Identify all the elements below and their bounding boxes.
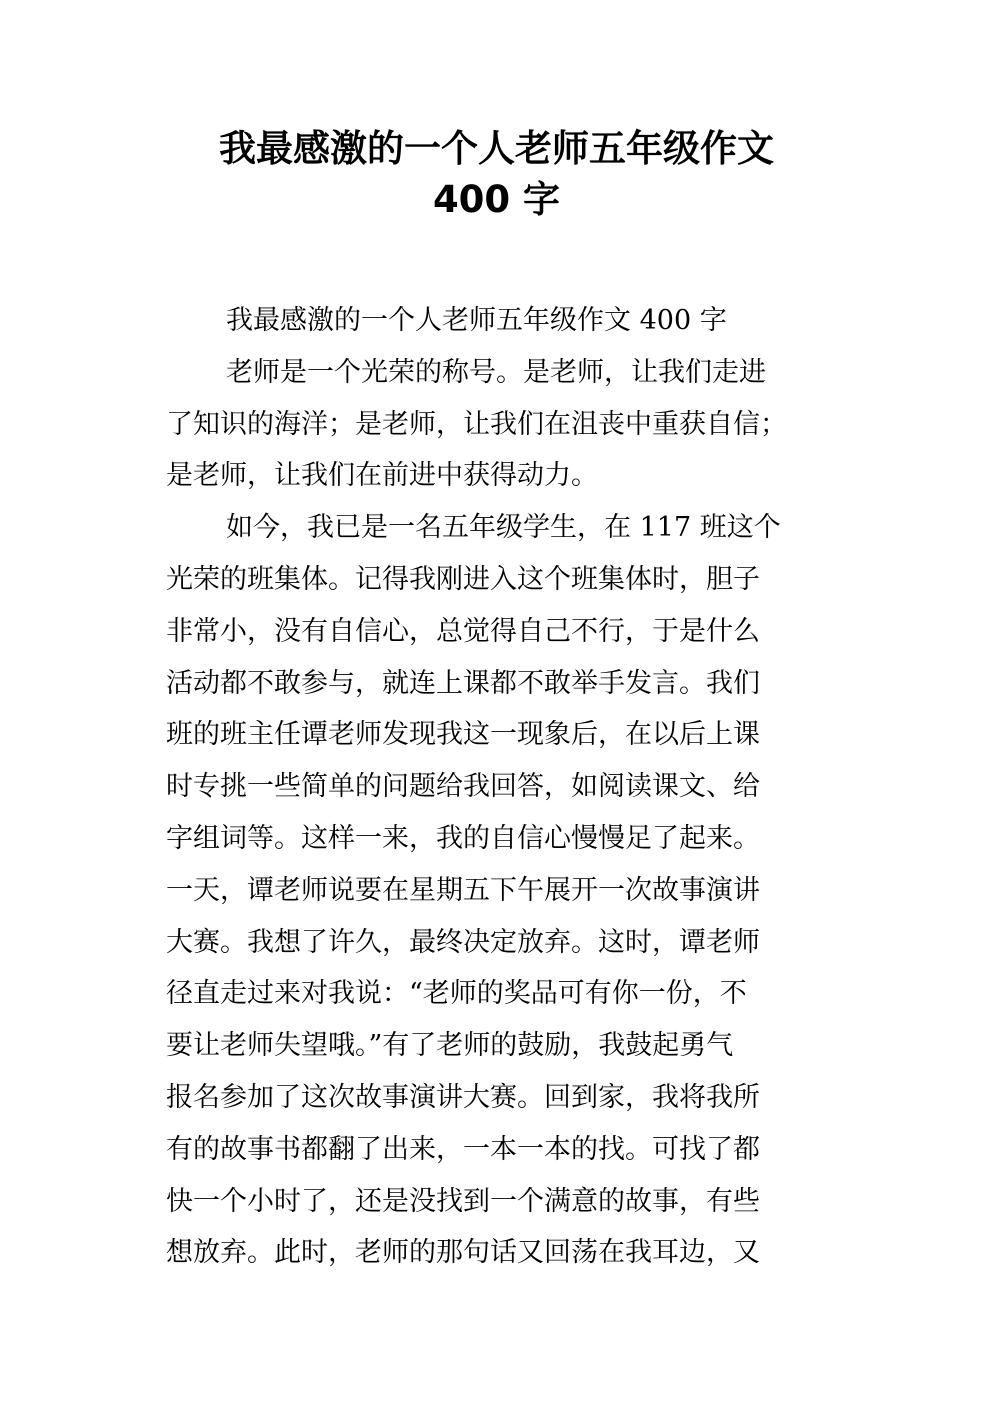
body-line: 想放弃。此时，老师的那句话又回荡在我耳边，又 (166, 1237, 760, 1269)
body-line: 报名参加了这次故事演讲大赛。回到家，我将我所 (166, 1081, 760, 1113)
body-line: 班的班主任谭老师发现我这一现象后，在以后上课 (166, 719, 760, 751)
body-line: 径直走过来对我说：“老师的奖品可有你一份，不 (166, 978, 747, 1010)
body-line: 活动都不敢参与，就连上课都不敢举手发言。我们 (166, 667, 760, 699)
body-line: 有的故事书都翻了出来，一本一本的找。可找了都 (166, 1133, 760, 1165)
body-line: 大赛。我想了许久，最终决定放弃。这时，谭老师 (166, 926, 760, 958)
body-line: 字组词等。这样一来，我的自信心慢慢足了起来。 (166, 822, 760, 854)
document-body (166, 295, 846, 1279)
body-line: 时专挑一些简单的问题给我回答，如阅读课文、给 (166, 771, 760, 803)
body-line: 快一个小时了，还是没找到一个满意的故事，有些 (166, 1185, 760, 1217)
body-line: 是老师，让我们在前进中获得动力。 (166, 460, 598, 492)
body-line: 如今，我已是一名五年级学生，在 117 班这个 (226, 512, 781, 544)
body-line: 非常小，没有自信心，总觉得自己不行，于是什么 (166, 615, 760, 647)
document-title: 我最感激的一个人老师五年级作文 (219, 127, 774, 170)
document-title-continued: 400 字 (432, 178, 561, 221)
body-line: 了知识的海洋；是老师，让我们在沮丧中重获自信； (166, 408, 787, 440)
body-line: 一天，谭老师说要在星期五下午展开一次故事演讲 (166, 874, 760, 906)
body-line: 我最感激的一个人老师五年级作文 400 字 (226, 305, 727, 336)
body-line: 要让老师失望哦。”有了老师的鼓励，我鼓起勇气 (166, 1030, 734, 1062)
body-line: 光荣的班集体。记得我刚进入这个班集体时，胆子 (166, 563, 760, 595)
body-line: 老师是一个光荣的称号。是老师，让我们走进 (226, 356, 766, 388)
